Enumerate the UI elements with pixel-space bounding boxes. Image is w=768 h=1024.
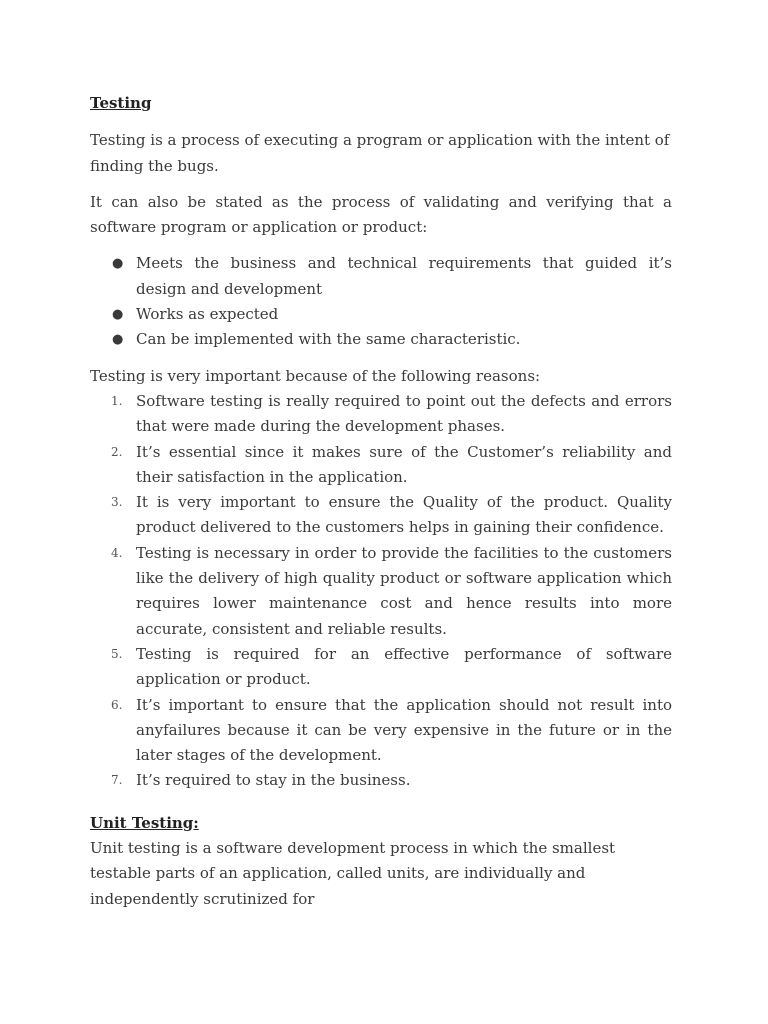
bullet-list — [90, 251, 672, 352]
heading-testing: Testing — [90, 94, 152, 112]
reason-text: Software testing is really required to point out the defects and errors that were made during the development phases. — [136, 391, 672, 436]
reason-item — [90, 693, 672, 769]
reason-text: It’s required to stay in the business. — [136, 771, 411, 790]
bullet-text: Can be implemented with the same characteristic. — [136, 330, 521, 349]
reason-item — [90, 642, 672, 693]
paragraph-validating: It can also be stated as the process of validating and verifying that a software program or application or product: — [90, 192, 672, 237]
document-page — [90, 91, 672, 912]
reason-item — [90, 541, 672, 642]
reason-number: 2. — [111, 444, 123, 459]
bullet-text: Works as expected — [136, 305, 279, 324]
reasons-list — [90, 389, 672, 794]
reason-item — [90, 490, 672, 541]
reason-text: It’s essential since it makes sure of the Customer’s reliability and their satisfaction in the application. — [136, 442, 672, 486]
reason-number: 1. — [111, 393, 123, 408]
bullet-item — [90, 302, 672, 327]
bullet-item — [90, 327, 672, 352]
reason-text: Testing is required for an effective performance of software application or product. — [136, 644, 672, 689]
bullet-icon: ● — [112, 332, 124, 348]
reason-text: Testing is necessary in order to provide the facilities to the customers like the delivery of high quality product or software application which requires lower maintenance cost and hence results into more accurate, consistent and reliable results. — [136, 543, 672, 638]
bullet-item — [90, 251, 672, 302]
reason-item — [90, 389, 672, 440]
reason-item — [90, 768, 672, 793]
bullet-text: Meets the business and technical requirements that guided it’s design and development — [136, 254, 672, 298]
bullet-icon: ● — [112, 307, 124, 323]
heading-unit-testing: Unit Testing: — [90, 813, 199, 832]
reason-number: 5. — [111, 646, 123, 661]
reason-text: It’s important to ensure that the application should not result into anyfailures because it can be very expensive in the future or in the later stages of the development. — [136, 695, 672, 765]
paragraph-unit-testing: Unit testing is a software development process in which the smallest testable parts of an application, called units, are individually and independently scrutinized for — [90, 839, 616, 908]
reason-text: It is very important to ensure the Quality of the product. Quality product delivered to the customers helps in gaining their confidence. — [136, 493, 672, 537]
reason-item — [90, 440, 672, 491]
reason-number: 7. — [111, 773, 123, 788]
reason-number: 6. — [111, 697, 123, 712]
reason-number: 4. — [111, 545, 123, 560]
bullet-icon: ● — [112, 256, 124, 272]
reasons-intro: Testing is very important because of the following reasons: — [90, 366, 541, 385]
reason-number: 3. — [111, 495, 123, 510]
paragraph-definition: Testing is a process of executing a program or application with the intent of finding the bugs. — [90, 131, 670, 175]
